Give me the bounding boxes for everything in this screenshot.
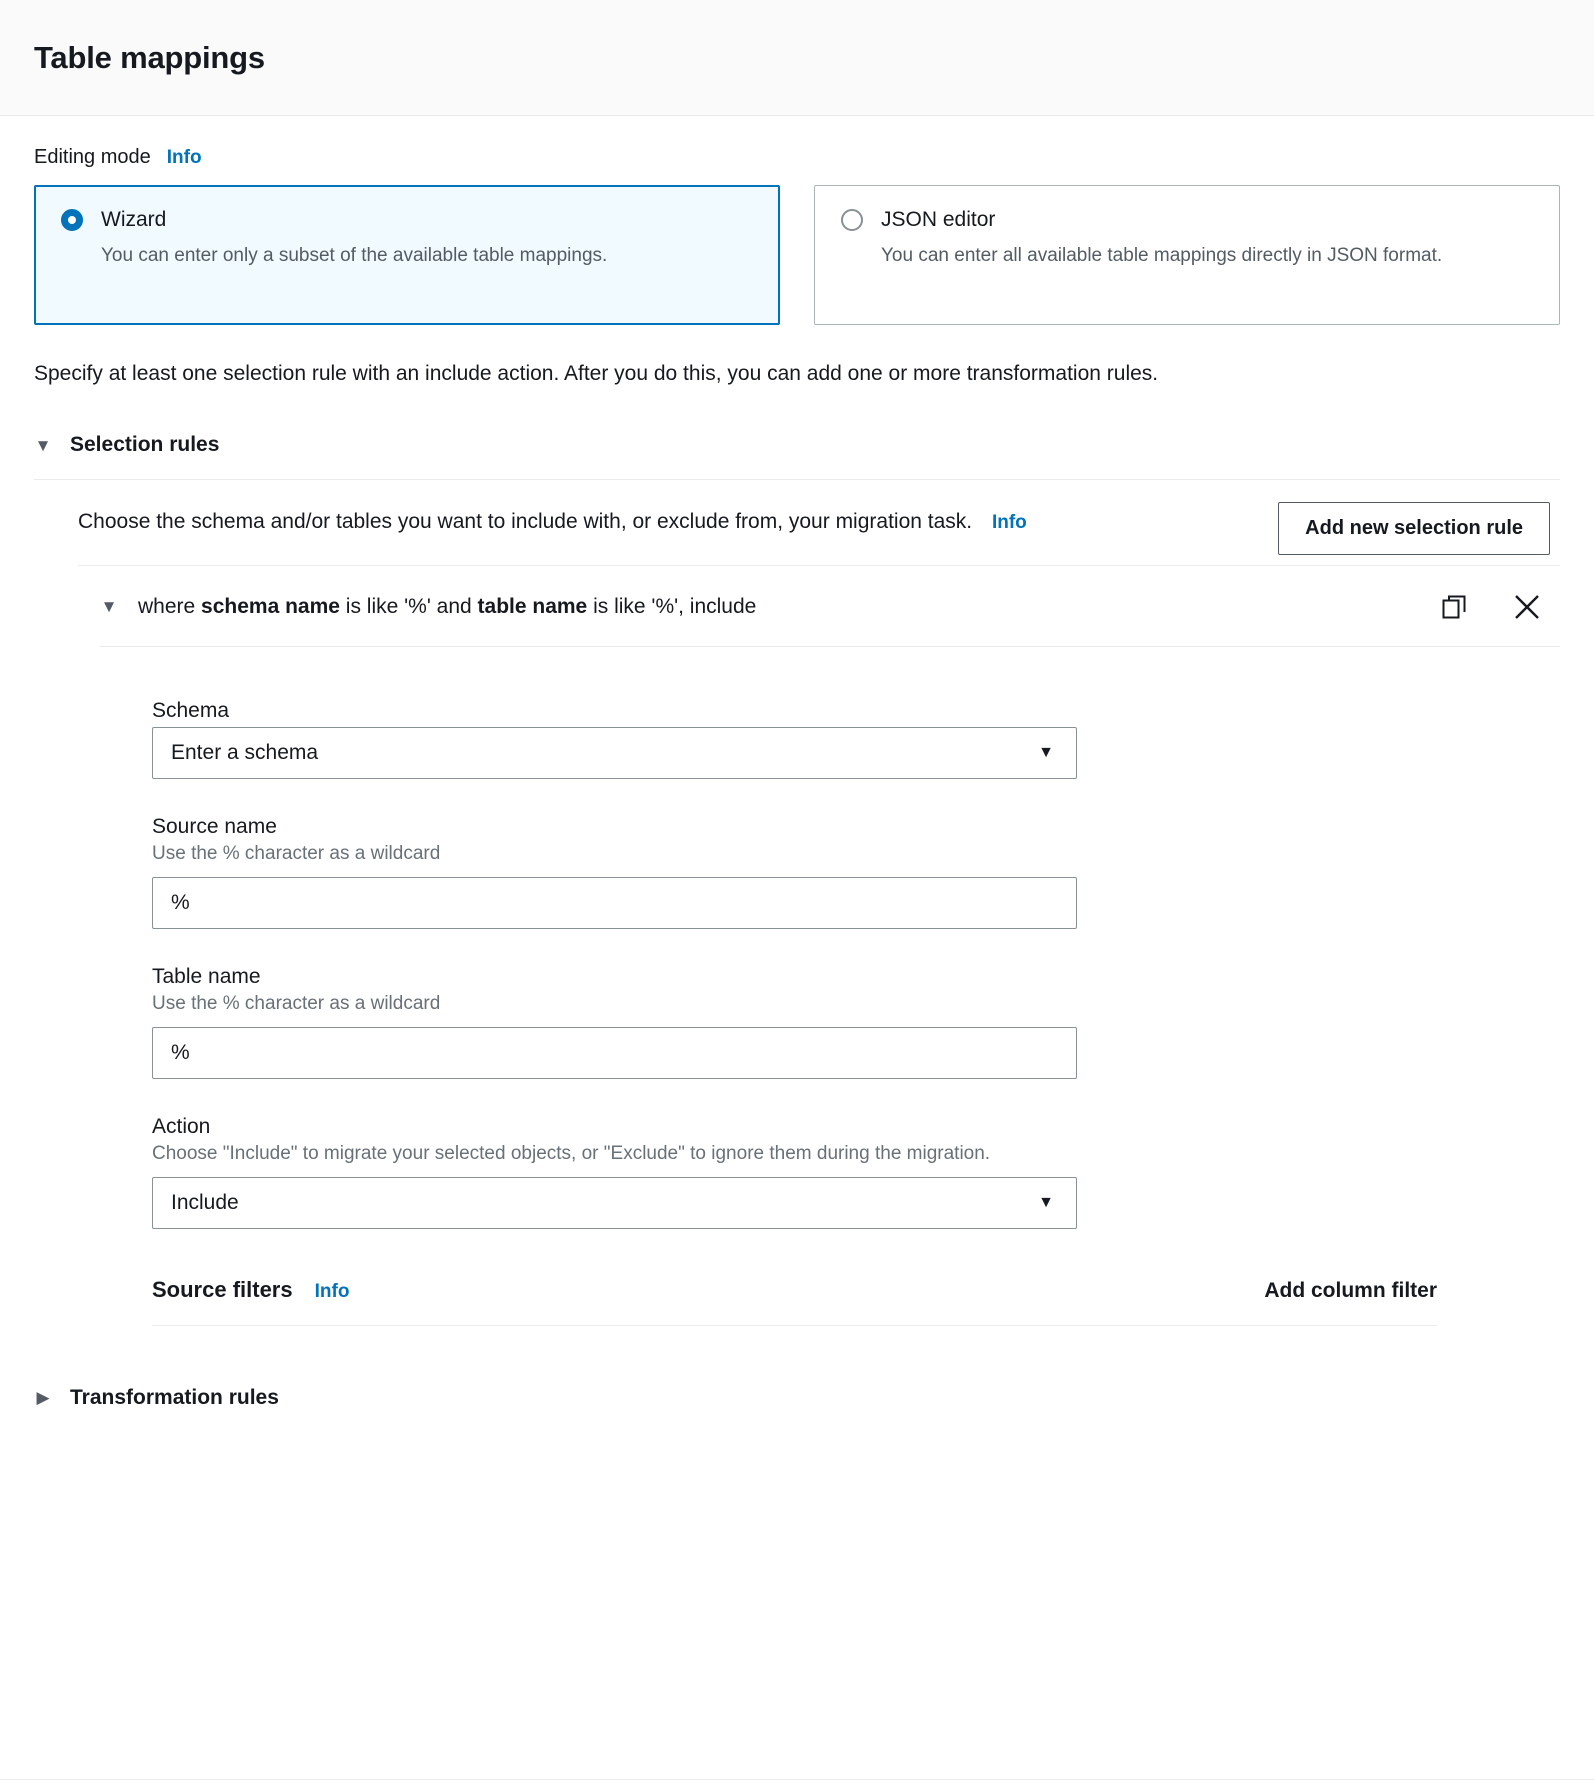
editing-mode-label: Editing mode bbox=[34, 146, 151, 168]
selection-rules-info-link[interactable]: Info bbox=[991, 512, 1027, 534]
action-description: Choose "Include" to migrate your selected objects, or "Exclude" to ignore them during the migration. bbox=[152, 1142, 991, 1164]
transformation-rules-section bbox=[34, 1386, 1560, 1462]
selection-rules-description-row bbox=[78, 480, 1560, 566]
source-filters-left bbox=[152, 1277, 349, 1303]
selection-rule-1 bbox=[78, 566, 1560, 1326]
selection-rules-description-text: Choose the schema and/or tables you want to include with, or exclude from, your migration task. bbox=[78, 510, 973, 534]
action-label: Action bbox=[152, 1114, 211, 1138]
chevron-down-icon[interactable]: ▼ bbox=[100, 597, 118, 617]
source-filters-title: Source filters bbox=[152, 1276, 293, 1302]
selection-rule-actions bbox=[1440, 592, 1560, 622]
table-name-description: Use the % character as a wildcard bbox=[152, 992, 441, 1014]
wizard-option-title: Wizard bbox=[101, 208, 167, 231]
action-field bbox=[152, 1115, 1560, 1229]
page-title: Table mappings bbox=[34, 39, 265, 75]
schema-field bbox=[152, 699, 1560, 779]
schema-label: Schema bbox=[152, 698, 230, 722]
selection-rules-content bbox=[34, 480, 1560, 1326]
source-name-description: Use the % character as a wildcard bbox=[152, 842, 441, 864]
editing-mode-info-link[interactable]: Info bbox=[166, 147, 202, 168]
summary-mid-2: is like '%', include bbox=[587, 594, 757, 618]
remove-rule-button[interactable] bbox=[1512, 592, 1542, 622]
selection-rule-header[interactable] bbox=[100, 566, 1560, 647]
wizard-option-description: You can enter only a subset of the available table mappings. bbox=[101, 245, 608, 266]
editing-mode-radio-group bbox=[34, 185, 1560, 325]
source-filters-info-link[interactable]: Info bbox=[314, 1280, 350, 1302]
summary-table-name: table name bbox=[477, 594, 588, 618]
transformation-rules-section-header[interactable] bbox=[34, 1386, 1560, 1432]
json-editor-option-description: You can enter all available table mappings directly in JSON format. bbox=[881, 245, 1443, 266]
radio-json-editor-icon[interactable] bbox=[841, 209, 863, 231]
selection-rules-title: Selection rules bbox=[70, 433, 220, 457]
table-name-label: Table name bbox=[152, 964, 261, 988]
chevron-right-icon[interactable]: ▶ bbox=[36, 1388, 50, 1408]
duplicate-rule-button[interactable] bbox=[1440, 593, 1468, 621]
summary-mid-1: is like '%' and bbox=[339, 594, 478, 618]
transformation-rules-title: Transformation rules bbox=[70, 1385, 279, 1409]
action-select[interactable] bbox=[152, 1177, 1077, 1229]
source-name-field bbox=[152, 815, 1560, 929]
schema-select[interactable] bbox=[152, 727, 1077, 779]
table-name-input-value: % bbox=[171, 1040, 190, 1064]
chevron-down-icon: ▼ bbox=[1038, 1193, 1054, 1211]
json-editor-option-title: JSON editor bbox=[881, 208, 996, 231]
schema-select-value: Enter a schema bbox=[171, 740, 319, 764]
table-name-field bbox=[152, 965, 1560, 1079]
panel-body bbox=[0, 116, 1594, 1462]
source-name-label: Source name bbox=[152, 814, 277, 838]
close-icon bbox=[1512, 592, 1542, 622]
selection-rule-summary bbox=[138, 595, 1440, 619]
copy-icon bbox=[1440, 593, 1468, 621]
wizard-option-top bbox=[61, 208, 753, 232]
selection-rules-section bbox=[34, 433, 1560, 1326]
source-name-input[interactable] bbox=[152, 877, 1077, 929]
instructions-text: Specify at least one selection rule with an include action. After you do this, you can add one or more transformation rules. bbox=[34, 362, 1159, 385]
chevron-down-icon: ▼ bbox=[1038, 743, 1054, 761]
add-new-selection-rule-button[interactable]: Add new selection rule bbox=[1278, 502, 1550, 555]
radio-wizard-icon[interactable] bbox=[61, 209, 83, 231]
editing-mode-option-wizard[interactable] bbox=[34, 185, 780, 325]
panel-header bbox=[0, 0, 1594, 116]
selection-rules-section-header[interactable] bbox=[34, 433, 1560, 480]
source-name-input-value: % bbox=[171, 890, 190, 914]
selection-rules-description bbox=[78, 506, 1027, 539]
editing-mode-option-json-editor[interactable] bbox=[814, 185, 1560, 325]
editing-mode-label-row bbox=[34, 146, 1560, 169]
source-filters-row bbox=[152, 1277, 1437, 1326]
summary-prefix: where bbox=[138, 594, 202, 618]
chevron-down-icon[interactable]: ▼ bbox=[34, 435, 52, 455]
json-editor-option-top bbox=[841, 208, 1533, 232]
summary-schema-name: schema name bbox=[201, 594, 340, 618]
add-column-filter-button[interactable]: Add column filter bbox=[1264, 1278, 1437, 1302]
action-select-value: Include bbox=[171, 1190, 239, 1214]
table-name-input[interactable] bbox=[152, 1027, 1077, 1079]
selection-rule-body bbox=[100, 647, 1560, 1229]
